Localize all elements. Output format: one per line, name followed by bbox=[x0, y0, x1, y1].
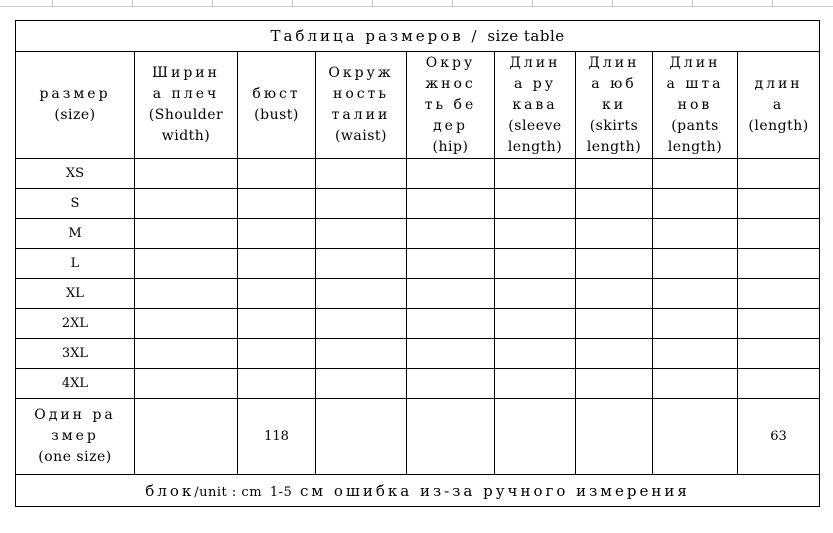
table-cell bbox=[495, 189, 576, 219]
header-shoulder-width bbox=[135, 52, 238, 159]
header-shoulder-ru-1: Ширин bbox=[152, 65, 220, 81]
table-cell bbox=[495, 159, 576, 189]
table-title bbox=[16, 21, 820, 52]
table-cell bbox=[407, 279, 495, 309]
table-cell bbox=[738, 249, 820, 279]
header-shoulder-ru-2: а плеч bbox=[152, 86, 220, 102]
header-pants-ru-3: нов bbox=[677, 96, 713, 113]
table-cell bbox=[495, 249, 576, 279]
table-cell bbox=[576, 189, 653, 219]
top-strip bbox=[0, 0, 833, 7]
table-cell bbox=[407, 189, 495, 219]
header-pants-en-2: length) bbox=[667, 138, 723, 155]
table-cell bbox=[135, 339, 238, 369]
table-cell bbox=[407, 399, 495, 475]
header-pants-ru-2: а шта bbox=[666, 75, 724, 92]
header-row bbox=[16, 52, 820, 159]
table-cell bbox=[316, 309, 407, 339]
one-size-ru-2: змер bbox=[51, 428, 99, 444]
table-cell bbox=[316, 249, 407, 279]
table-cell bbox=[738, 339, 820, 369]
footer-en-prefix: /unit : cm bbox=[194, 484, 263, 500]
table-cell bbox=[653, 339, 738, 369]
table-cell bbox=[653, 249, 738, 279]
table-cell bbox=[738, 369, 820, 399]
table-cell bbox=[738, 219, 820, 249]
header-hip-ru-2: жнос bbox=[425, 75, 476, 92]
header-size bbox=[16, 52, 135, 159]
header-skirts-ru-1: Длин bbox=[588, 54, 640, 71]
size-label: L bbox=[16, 249, 135, 279]
table-cell bbox=[495, 309, 576, 339]
size-label: S bbox=[16, 189, 135, 219]
table-cell bbox=[738, 189, 820, 219]
table-cell bbox=[576, 339, 653, 369]
one-size-length-value: 63 bbox=[738, 399, 820, 475]
table-cell bbox=[653, 399, 738, 475]
one-size-ru-1: Один ра bbox=[34, 407, 116, 423]
table-row bbox=[16, 309, 820, 339]
table-cell bbox=[135, 219, 238, 249]
header-length-ru-1: длин bbox=[754, 75, 803, 92]
table-row bbox=[16, 219, 820, 249]
table-cell bbox=[135, 369, 238, 399]
table-cell bbox=[576, 219, 653, 249]
table-cell bbox=[653, 219, 738, 249]
table-cell bbox=[238, 219, 316, 249]
header-sleeve-ru-3: кава bbox=[512, 96, 558, 113]
table-cell bbox=[316, 339, 407, 369]
table-cell bbox=[135, 309, 238, 339]
table-cell bbox=[576, 369, 653, 399]
header-length-ru-2: а bbox=[772, 96, 785, 113]
table-cell bbox=[238, 249, 316, 279]
table-cell bbox=[407, 249, 495, 279]
header-hip-ru-4: дер bbox=[433, 117, 468, 134]
one-size-label bbox=[16, 399, 135, 475]
table-cell bbox=[495, 279, 576, 309]
one-size-bust-value: 118 bbox=[238, 399, 316, 475]
table-cell bbox=[316, 189, 407, 219]
table-cell bbox=[238, 279, 316, 309]
table-cell bbox=[407, 369, 495, 399]
size-label: 4XL bbox=[16, 369, 135, 399]
table-cell bbox=[653, 309, 738, 339]
header-sleeve-en-2: length) bbox=[507, 138, 563, 155]
header-waist bbox=[316, 52, 407, 159]
header-pants-length bbox=[653, 52, 738, 159]
measurement-note bbox=[16, 475, 820, 507]
footer-row bbox=[16, 475, 820, 507]
header-waist-ru-3: талии bbox=[331, 107, 391, 123]
table-cell bbox=[238, 309, 316, 339]
table-cell bbox=[495, 219, 576, 249]
one-size-en: (one size) bbox=[38, 449, 112, 465]
table-cell bbox=[738, 279, 820, 309]
table-cell bbox=[495, 399, 576, 475]
header-hip bbox=[407, 52, 495, 159]
table-cell bbox=[316, 219, 407, 249]
header-bust bbox=[238, 52, 316, 159]
table-cell bbox=[576, 159, 653, 189]
table-row bbox=[16, 339, 820, 369]
header-sleeve-ru-1: Длин bbox=[509, 54, 561, 71]
header-bust-ru: бюст bbox=[252, 86, 301, 102]
table-cell bbox=[238, 159, 316, 189]
footer-ru-rest: см ошибка из-за ручного измерения bbox=[300, 481, 690, 500]
table-row bbox=[16, 279, 820, 309]
header-length bbox=[738, 52, 820, 159]
table-cell bbox=[495, 369, 576, 399]
table-cell bbox=[576, 279, 653, 309]
table-cell bbox=[316, 159, 407, 189]
table-cell bbox=[316, 279, 407, 309]
table-row bbox=[16, 249, 820, 279]
table-row bbox=[16, 369, 820, 399]
header-shoulder-en-2: width) bbox=[161, 128, 211, 144]
header-pants-en-1: (pants bbox=[671, 117, 719, 134]
title-row bbox=[16, 21, 820, 52]
table-cell bbox=[135, 159, 238, 189]
table-cell bbox=[316, 369, 407, 399]
title-ru: Таблица размеров bbox=[270, 27, 464, 45]
table-cell bbox=[135, 249, 238, 279]
header-sleeve-ru-2: а ру bbox=[514, 75, 556, 92]
footer-ru-prefix: блок bbox=[145, 481, 195, 500]
one-size-row bbox=[16, 399, 820, 475]
header-skirts-ru-3: ки bbox=[601, 96, 627, 113]
header-skirts-length bbox=[576, 52, 653, 159]
size-table bbox=[15, 20, 820, 507]
title-en: size table bbox=[487, 27, 565, 45]
table-cell bbox=[135, 189, 238, 219]
table-cell bbox=[653, 159, 738, 189]
size-label: 2XL bbox=[16, 309, 135, 339]
header-hip-en: (hip) bbox=[432, 138, 469, 155]
footer-range: 1-5 bbox=[269, 484, 293, 500]
table-cell bbox=[495, 339, 576, 369]
header-waist-en: (waist) bbox=[334, 128, 388, 144]
header-hip-ru-3: ть бе bbox=[424, 96, 477, 113]
header-hip-ru-1: Окру bbox=[425, 54, 476, 71]
table-cell bbox=[316, 399, 407, 475]
table-cell bbox=[135, 279, 238, 309]
table-cell bbox=[576, 399, 653, 475]
table-cell bbox=[407, 159, 495, 189]
table-cell bbox=[407, 219, 495, 249]
table-cell bbox=[238, 339, 316, 369]
header-waist-ru-2: ность bbox=[333, 86, 389, 102]
table-cell bbox=[576, 309, 653, 339]
header-size-ru: размер bbox=[39, 86, 111, 102]
size-label: XS bbox=[16, 159, 135, 189]
table-row bbox=[16, 159, 820, 189]
header-size-en: (size) bbox=[54, 107, 96, 123]
header-skirts-en-1: (skirts bbox=[589, 117, 639, 134]
header-bust-en: (bust) bbox=[254, 107, 299, 123]
table-cell bbox=[407, 309, 495, 339]
header-skirts-ru-2: а юб bbox=[591, 75, 637, 92]
table-cell bbox=[653, 189, 738, 219]
header-length-en: (length) bbox=[748, 117, 809, 134]
table-cell bbox=[238, 369, 316, 399]
header-pants-ru-1: Длин bbox=[669, 54, 721, 71]
table-cell bbox=[238, 189, 316, 219]
size-label: 3XL bbox=[16, 339, 135, 369]
table-cell bbox=[653, 279, 738, 309]
table-cell bbox=[135, 399, 238, 475]
table-row bbox=[16, 189, 820, 219]
table-cell bbox=[738, 309, 820, 339]
header-waist-ru-1: Окруж bbox=[328, 65, 394, 81]
header-sleeve-length bbox=[495, 52, 576, 159]
table-cell bbox=[653, 369, 738, 399]
header-skirts-en-2: length) bbox=[586, 138, 642, 155]
title-separator: / bbox=[471, 27, 480, 45]
table-cell bbox=[576, 249, 653, 279]
size-label: XL bbox=[16, 279, 135, 309]
header-shoulder-en-1: (Shoulder bbox=[148, 107, 224, 123]
header-sleeve-en-1: (sleeve bbox=[508, 117, 562, 134]
table-cell bbox=[738, 159, 820, 189]
table-cell bbox=[407, 339, 495, 369]
size-label: M bbox=[16, 219, 135, 249]
